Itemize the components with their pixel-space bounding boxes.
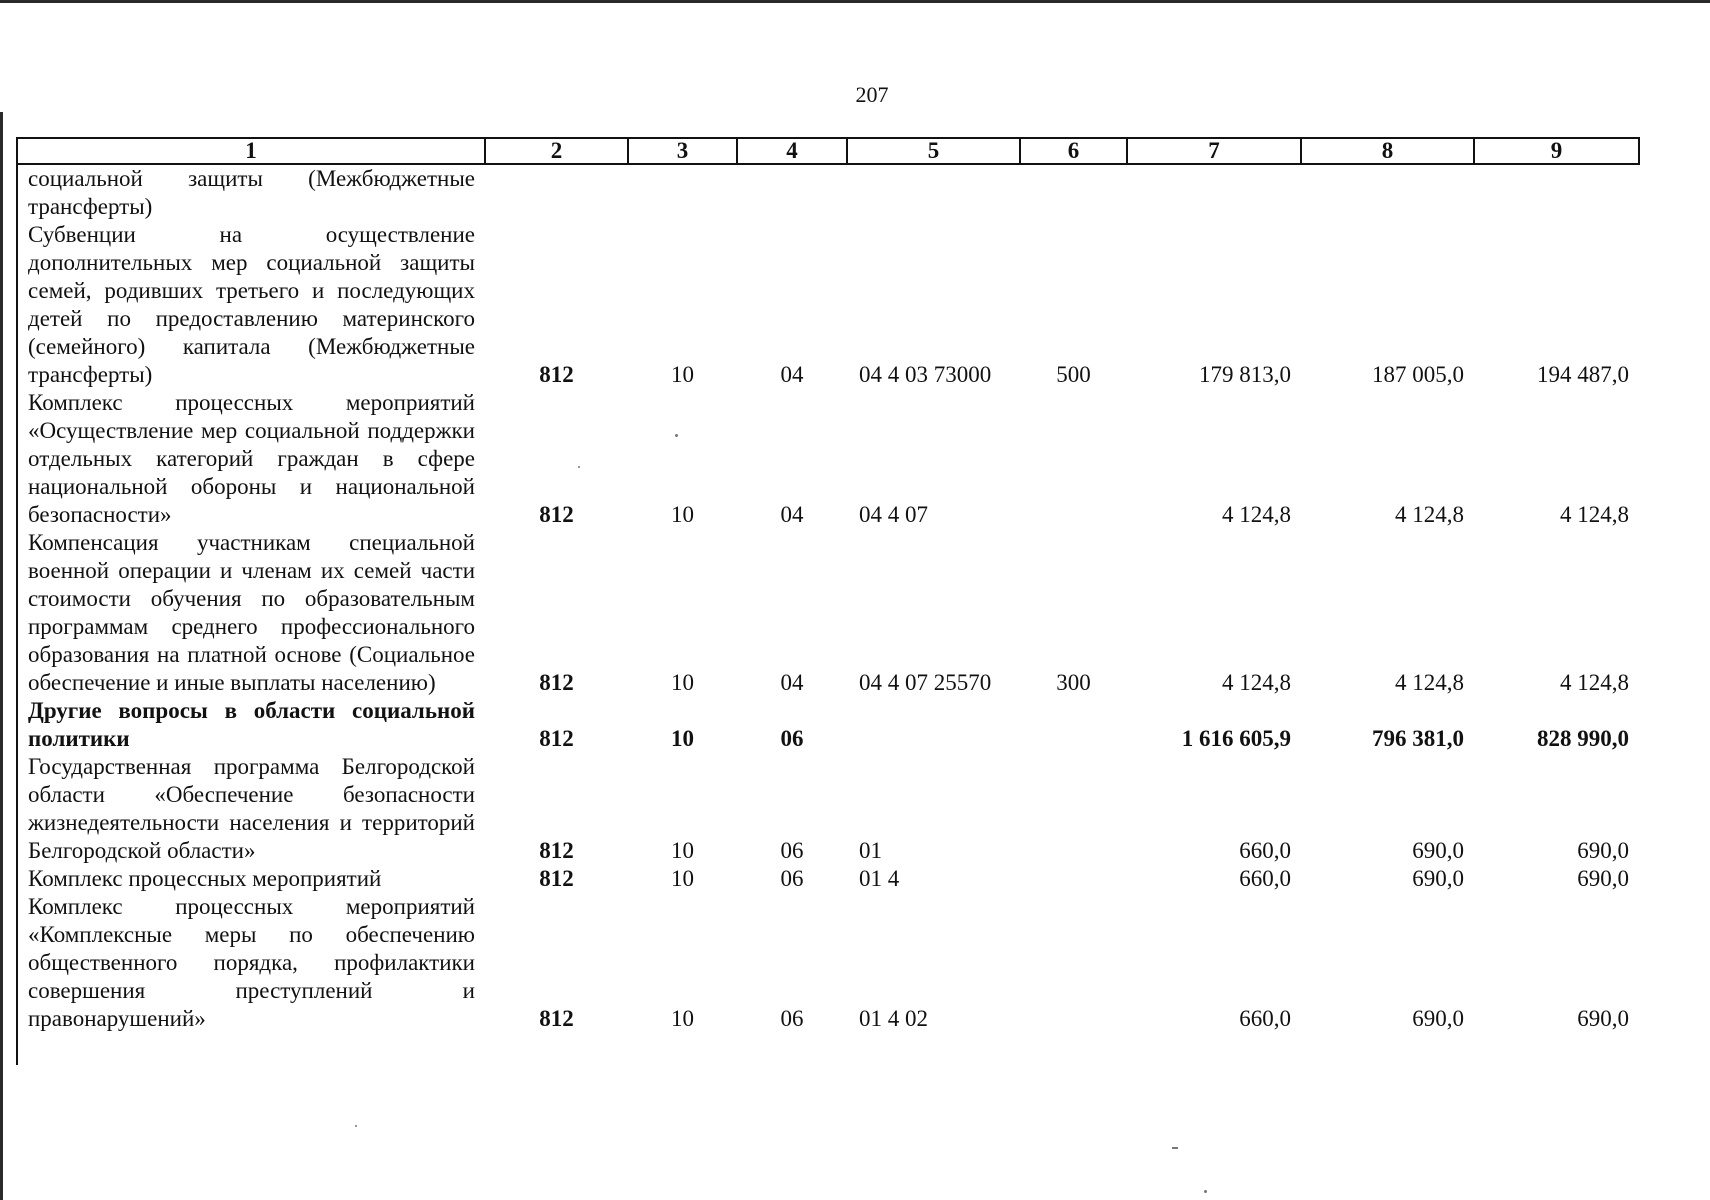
cell-col-5 [847,697,1020,753]
cell-col-9: 194 487,0 [1537,362,1629,387]
scan-edge-left [0,112,3,1200]
table-row [17,529,1639,697]
cell-col-6 [1020,753,1127,865]
cell-col-4: 06 [780,838,804,863]
cell-col-2: 812 [539,362,574,387]
header-col-3: 3 [628,138,737,164]
cell-col-4: 04 [780,502,804,527]
cell-col-2: 812 [539,866,574,891]
row-name: Государственная программа Белгородской области «Обеспечение безопасности жизнедеятельности населения и территорий Белгородской области» [28,754,475,863]
cell-col-4: 06 [780,726,804,751]
header-row [17,138,1639,164]
cell-col-2: 812 [539,1006,574,1031]
cell-col-7: 4 124,8 [1222,670,1291,695]
cell-col-5 [847,164,1020,221]
cell-col-3: 10 [671,362,694,387]
header-col-5: 5 [847,138,1020,164]
table-row [17,389,1639,529]
cell-col-5: 04 4 03 73000 [859,362,992,387]
cell-col-6 [1020,697,1127,753]
row-name: Другие вопросы в области социальной политики [28,698,475,751]
header-col-8: 8 [1301,138,1474,164]
cell-col-4: 06 [780,1006,804,1031]
cell-col-2: 812 [539,502,574,527]
cell-col-8: 4 124,8 [1395,502,1464,527]
cell-col-3: 10 [671,838,694,863]
cell-col-3: 10 [671,866,694,891]
cell-col-5: 04 4 07 [859,502,928,527]
cell-col-3: 10 [671,670,694,695]
cell-col-8: 796 381,0 [1372,726,1464,751]
cell-col-3: 10 [671,726,694,751]
scan-speck [1204,1190,1207,1193]
header-col-1: 1 [17,138,485,164]
cell-col-9: 690,0 [1577,1006,1629,1031]
table-row [17,753,1639,865]
table-row [17,221,1639,389]
header-col-2: 2 [485,138,628,164]
cell-col-6: 500 [1056,362,1091,387]
cell-col-7: 660,0 [1239,866,1291,891]
table-row [17,865,1639,893]
header-col-7: 7 [1127,138,1301,164]
header-col-6: 6 [1020,138,1127,164]
cell-col-9: 4 124,8 [1560,502,1629,527]
cell-col-3: 10 [671,1006,694,1031]
cell-col-7: 1 616 605,9 [1181,726,1291,751]
cell-col-8: 187 005,0 [1372,362,1464,387]
cell-col-3 [628,164,737,221]
cell-col-6 [1020,389,1127,529]
row-name: Компенсация участникам специальной военной операции и членам их семей части стоимости обучения по образовательным программам среднего профессионального образования на платной основе (Социальное обеспечение и иные выплаты населению) [28,530,475,695]
cell-col-9: 690,0 [1577,866,1629,891]
cell-col-3: 10 [671,502,694,527]
row-name: Комплекс процессных мероприятий «Комплексные меры по обеспечению общественного порядка, профилактики совершения преступлений и правонарушений» [28,894,475,1031]
cell-col-9: 828 990,0 [1537,726,1629,751]
cell-col-5: 01 [859,838,882,863]
cell-col-8: 690,0 [1412,1006,1464,1031]
row-name: Субвенции на осуществление дополнительных мер социальной защиты семей, родивших третьего и последующих детей по предоставлению материнского (семейного) капитала (Межбюджетные трансферты) [28,222,475,387]
page-number: 207 [855,82,889,107]
cell-col-7: 660,0 [1239,1006,1291,1031]
cell-col-2 [485,164,628,221]
header-col-9: 9 [1474,138,1639,164]
row-name: Комплекс процессных мероприятий «Осуществление мер социальной поддержки отдельных категорий граждан в сфере национальной обороны и национальной безопасности» [28,390,475,527]
cell-col-9 [1474,164,1639,221]
cell-col-5: 04 4 07 25570 [859,670,992,695]
cell-col-8: 690,0 [1412,838,1464,863]
cell-col-2: 812 [539,726,574,751]
cell-col-5: 01 4 02 [859,1006,928,1031]
scan-edge-top [0,0,1710,3]
cell-col-4 [737,164,847,221]
cell-col-2: 812 [539,838,574,863]
scan-speck [1172,1147,1178,1149]
cell-col-6 [1020,865,1127,893]
cell-col-9: 690,0 [1577,838,1629,863]
cell-col-6 [1020,164,1127,221]
cell-col-4: 04 [780,362,804,387]
cell-col-4: 04 [780,670,804,695]
cell-col-7: 660,0 [1239,838,1291,863]
header-col-4: 4 [737,138,847,164]
cell-col-7: 179 813,0 [1199,362,1291,387]
cell-col-8 [1301,164,1474,221]
scan-speck [355,1125,357,1127]
row-name: Комплекс процессных мероприятий [28,866,382,891]
cell-col-7 [1127,164,1301,221]
cell-col-5: 01 4 [859,866,900,891]
cell-col-2: 812 [539,670,574,695]
cell-col-6: 300 [1056,670,1091,695]
row-name: социальной защиты (Межбюджетные трансферты) [28,166,475,219]
budget-table [16,137,1640,1033]
cell-col-4: 06 [780,866,804,891]
table-row-section-total [17,697,1639,753]
cell-col-8: 4 124,8 [1395,670,1464,695]
table-row [17,893,1639,1033]
table-row [17,164,1639,221]
cell-col-9: 4 124,8 [1560,670,1629,695]
cell-col-7: 4 124,8 [1222,502,1291,527]
cell-col-8: 690,0 [1412,866,1464,891]
cell-col-6 [1020,893,1127,1033]
